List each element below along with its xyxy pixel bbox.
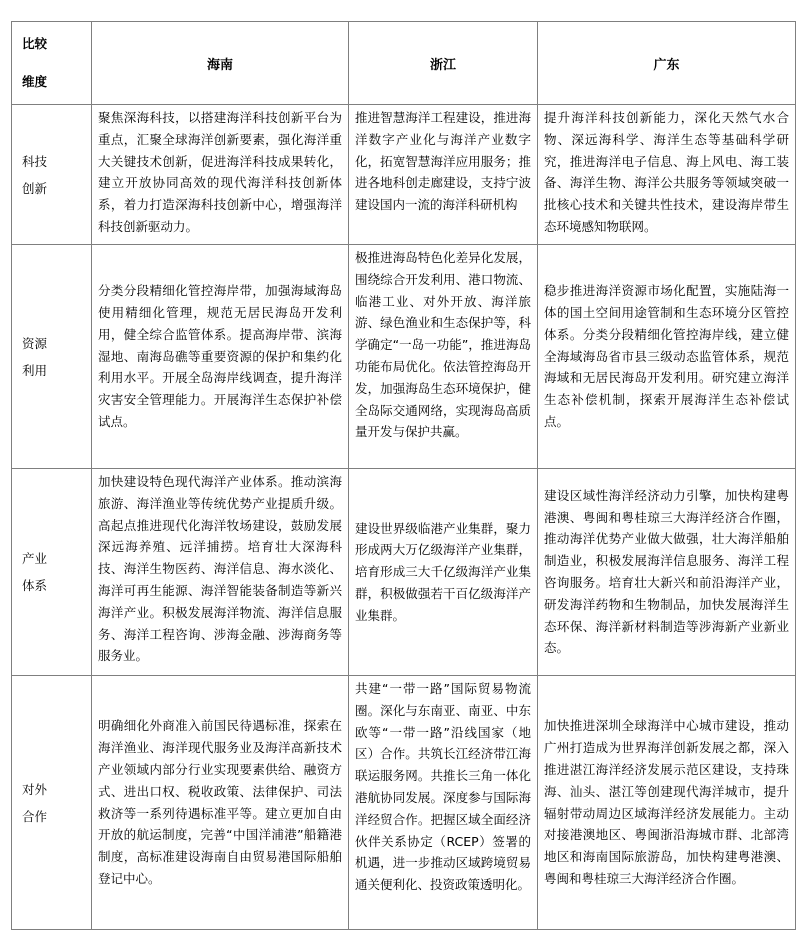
row-dimension-line1: 产业 xyxy=(22,551,48,566)
cell-guangdong: 稳步推进海洋资源市场化配置，实施陆海一体的国土空间用途管制和生态环境分区管控体系。分类分段精细化管控海岸线，建立健全海域海岛省市县三级动态监管体系，规范海域和无居民海岛开发利用。研究建立海洋生态补偿机制，探索开展海洋生态补偿试点。 xyxy=(538,245,796,469)
table-row xyxy=(12,469,796,676)
row-dimension-cell xyxy=(12,676,92,930)
row-dimension-line1: 资源 xyxy=(22,335,48,351)
header-hainan: 海南 xyxy=(92,22,349,105)
table-row xyxy=(12,676,796,930)
row-dimension-line1: 对外 xyxy=(22,781,48,797)
row-dimension-cell xyxy=(12,105,92,245)
cell-guangdong: 加快推进深圳全球海洋中心城市建设，推动广州打造成为世界海洋创新发展之都，深入推进湛江海洋经济发展示范区建设，支持珠海、汕头、湛江等创建现代海洋城市，提升辐射带动周边区域海洋经济发展能力。主动对接港澳地区、粤闽浙沿海城市群、北部湾地区和海南国际旅游岛，加快构建粤港澳、粤闽和粤桂琼三大海洋经济合作圈。 xyxy=(538,676,796,930)
cell-hainan: 分类分段精细化管控海岸带，加强海域海岛使用精细化管理，规范无居民海岛开发利用，健全综合监管体系。提高海岸带、滨海湿地、南海岛礁等重要资源的保护和集约化利用水平。开展全岛海岸线调查，提升海洋灾害安全管理能力。开展海洋生态保护补偿试点。 xyxy=(92,245,349,469)
cell-hainan: 明确细化外商准入前国民待遇标准，探索在海洋渔业、海洋现代服务业及海洋高新技术产业领域内部分行业实现要素供给、融资方式、进出口权、税收政策、法律保护、司法救济等一系列待遇标准平等。建立更加自由开放的航运制度，完善“中国洋浦港”船籍港制度，高标准建设海南自由贸易港国际船舶登记中心。 xyxy=(92,676,349,930)
cell-hainan: 加快建设特色现代海洋产业体系。推动滨海旅游、海洋渔业等传统优势产业提质升级。高起点推进现代化海洋牧场建设，鼓励发展深远海养殖、远洋捕捞。培育壮大深海科技、海洋生物医药、海洋信息、海水淡化、海洋可再生能源、海洋智能装备制造等新兴海洋产业。积极发展海洋物流、海洋信息服务、海洋工程咨询、涉海金融、涉海商务等服务业。 xyxy=(92,469,349,676)
header-zhejiang: 浙江 xyxy=(349,22,538,105)
row-dimension-line2: 利用 xyxy=(22,362,48,378)
row-dimension-line2: 体系 xyxy=(22,578,48,593)
header-dimension-line2: 维度 xyxy=(22,74,48,89)
cell-zhejiang: 推进智慧海洋工程建设，推进海洋数字产业化与海洋产业数字化，拓宽智慧海洋应用服务；推进各地科创走廊建设，支持宁波建设国内一流的海洋科研机构 xyxy=(349,105,538,245)
table-row xyxy=(12,105,796,245)
cell-hainan: 聚焦深海科技，以搭建海洋科技创新平台为重点，汇聚全球海洋创新要素，强化海洋重大关键技术创新，促进海洋科技成果转化，建立开放协同高效的现代海洋科技创新体系，着力打造深海科技创新中心，增强海洋科技创新驱动力。 xyxy=(92,105,349,245)
table-row xyxy=(12,245,796,469)
row-dimension-cell xyxy=(12,469,92,676)
header-dimension-line1: 比较 xyxy=(22,36,48,51)
row-dimension-cell xyxy=(12,245,92,469)
row-dimension-line2: 创新 xyxy=(22,180,48,196)
cell-zhejiang: 极推进海岛特色化差异化发展，围绕综合开发利用、港口物流、临港工业、对外开放、海洋旅游、绿色渔业和生态保护等，科学确定“一岛一功能”，推进海岛功能布局优化。依法管控海岛开发，加强海岛生态环境保护，健全岛际交通网络，实现海岛高质量开发与保护共赢。 xyxy=(349,245,538,469)
comparison-table xyxy=(11,21,796,930)
header-row xyxy=(12,22,796,105)
row-dimension-line2: 合作 xyxy=(22,808,48,824)
header-dimension-cell xyxy=(12,22,92,105)
cell-zhejiang: 共建“一带一路”国际贸易物流圈。深化与东南亚、南亚、中东欧等“一带一路”沿线国家（地区）合作。共筑长江经济带江海联运服务网。共推长三角一体化港航协同发展。深度参与国际海洋经贸合作。把握区域全面经济伙伴关系协定（RCEP）签署的机遇，进一步推动区域跨境贸易通关便利化、投资政策透明化。 xyxy=(349,676,538,930)
row-dimension-line1: 科技 xyxy=(22,153,48,169)
cell-guangdong: 提升海洋科技创新能力，深化天然气水合物、深远海科学、海洋生态等基础科学研究，推进海洋电子信息、海上风电、海工装备、海洋生物、海洋公共服务等领域突破一批核心技术和关键共性技术，建设海岸带生态环境感知物联网。 xyxy=(538,105,796,245)
cell-guangdong: 建设区域性海洋经济动力引擎，加快构建粤港澳、粤闽和粤桂琼三大海洋经济合作圈，推动海洋优势产业做大做强，壮大海洋船舶制造业，积极发展海洋信息服务、海洋工程咨询服务。培育壮大新兴和前沿海洋产业，研发海洋药物和生物制品，加快发展海洋生态环保、海洋新材料制造等涉海新产业新业态。 xyxy=(538,469,796,676)
cell-zhejiang: 建设世界级临港产业集群，聚力形成两大万亿级海洋产业集群，培育形成三大千亿级海洋产业集群，积极做强若干百亿级海洋产业集群。 xyxy=(349,469,538,676)
header-guangdong: 广东 xyxy=(538,22,796,105)
